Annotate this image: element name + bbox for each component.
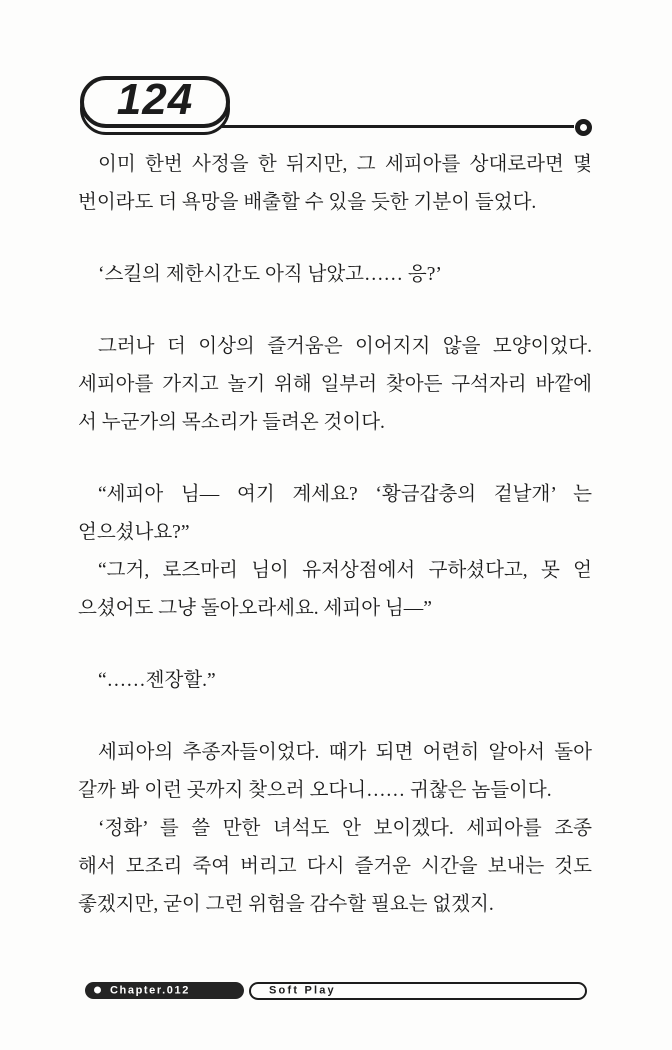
text-line: “그거, 로즈마리 님이 유저상점에서 구하셨다고, 못 얻	[98, 560, 592, 581]
text-line: ‘정화’ 를 쓸 만한 녀석도 안 보이겠다. 세피아를 조종	[98, 818, 592, 839]
text-line: 세피아를 가지고 놀기 위해 일부러 찾아든 구석자리 바깥에	[78, 374, 592, 395]
ring-ornament-icon	[575, 119, 592, 136]
text-line: 서 누군가의 목소리가 들려온 것이다.	[78, 412, 385, 433]
chapter-badge	[85, 982, 244, 999]
chapter-label: Chapter.012	[110, 984, 190, 996]
text-line: 이미 한번 사정을 한 뒤지만, 그 세피아를 상대로라면 몇	[98, 154, 592, 175]
text-line: 해서 모조리 죽여 버리고 다시 즐거운 시간을 보내는 것도	[78, 856, 592, 877]
text-line: 얻으셨나요?”	[78, 522, 190, 543]
text-line: 번이라도 더 욕망을 배출할 수 있을 듯한 기분이 들었다.	[78, 192, 537, 213]
text-line: 그러나 더 이상의 즐거움은 이어지지 않을 모양이었다.	[98, 336, 592, 357]
text-line: 으셨어도 그냥 돌아오라세요. 세피아 님―”	[78, 598, 432, 619]
text-line: 세피아의 추종자들이었다. 때가 되면 어련히 알아서 돌아	[98, 742, 592, 763]
book-title-label: Soft Play	[269, 984, 336, 997]
page-number-badge	[80, 76, 230, 128]
book-title-badge	[249, 982, 587, 1000]
text-line: “……젠장할.”	[98, 670, 216, 691]
text-line: 좋겠지만, 굳이 그런 위험을 감수할 필요는 없겠지.	[78, 894, 494, 915]
page-text	[78, 146, 592, 924]
header-rule	[222, 125, 574, 128]
text-line: 갈까 봐 이런 곳까지 찾으러 오다니…… 귀찮은 놈들이다.	[78, 780, 552, 801]
text-line: ‘스킬의 제한시간도 아직 남았고…… 응?’	[98, 264, 442, 285]
page-number: 124	[116, 75, 194, 124]
bullet-icon	[94, 987, 101, 994]
text-line: “세피아 님― 여기 계세요? ‘황금갑충의 겉날개’ 는	[98, 484, 592, 505]
